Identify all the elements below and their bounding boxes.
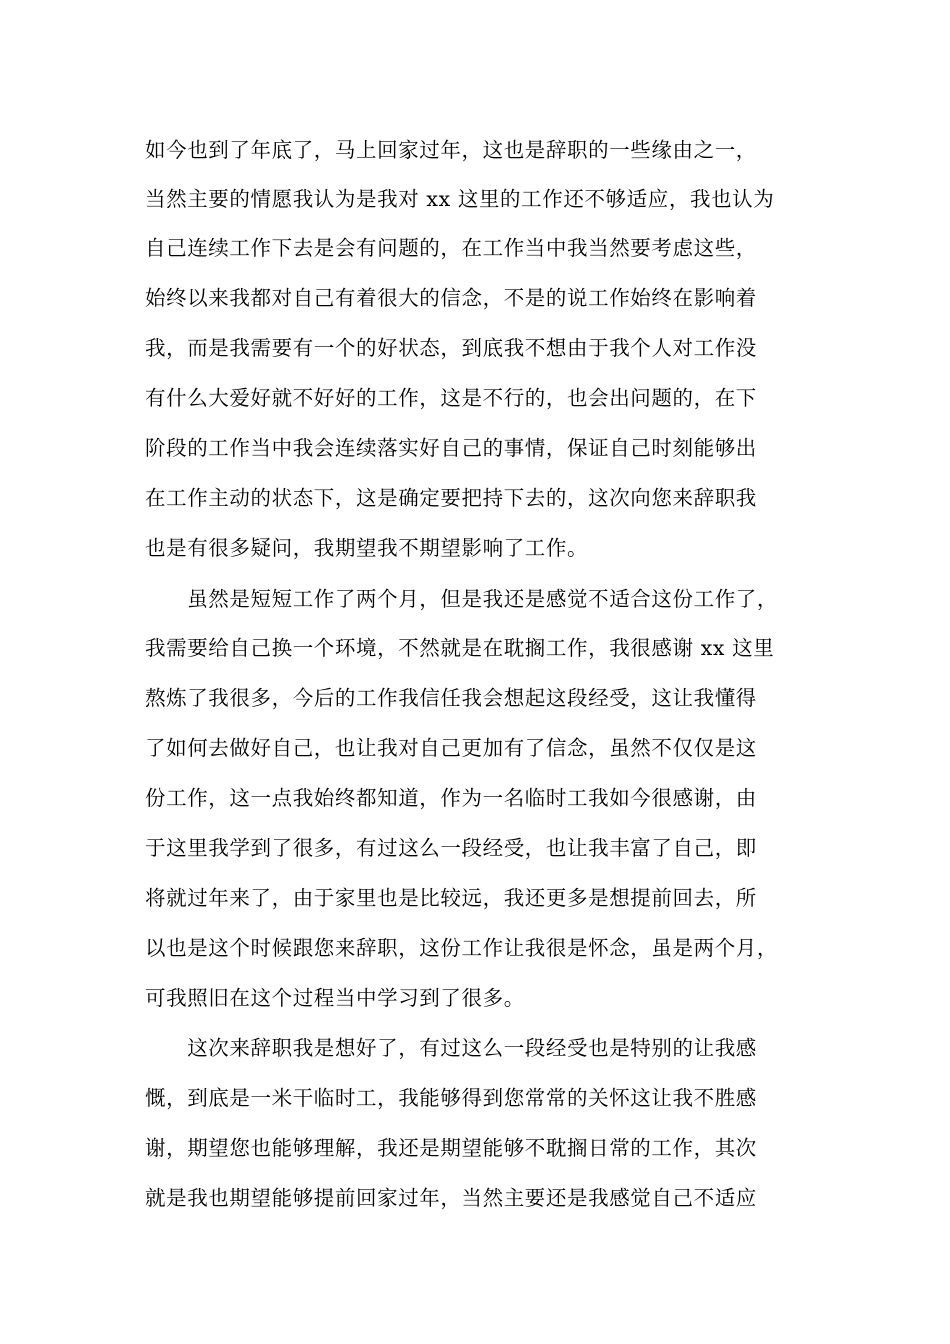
text-line: 我，而是我需要有一个的好状态，到底我不想由于我个人对工作没 [145, 336, 757, 360]
text-line: 份工作，这一点我始终都知道，作为一名临时工我如今很感谢，由 [145, 786, 757, 810]
text-line: 慨，到底是一米干临时工，我能够得到您常常的关怀这让我不胜感 [145, 1086, 757, 1110]
text-line: 就是我也期望能够提前回家过年，当然主要还是我感觉自己不适应 [145, 1186, 757, 1210]
text-line: 虽然是短短工作了两个月，但是我还是感觉不适合这份工作了， [145, 587, 778, 611]
text-line: 也是有很多疑问，我期望我不期望影响了工作。 [145, 536, 589, 560]
text-line: 在工作主动的状态下，这是确定要把持下去的，这次向您来辞职我 [145, 486, 757, 510]
text-line: 将就过年来了，由于家里也是比较远，我还更多是想提前回去，所 [145, 886, 757, 910]
text-line: 自己连续工作下去是会有问题的，在工作当中我当然要考虑这些， [145, 236, 757, 260]
text-line: 可我照旧在这个过程当中学习到了很多。 [145, 986, 525, 1010]
text-line: 以也是这个时候跟您来辞职，这份工作让我很是怀念，虽是两个月， [145, 936, 778, 960]
text-line: 我需要给自己换一个环境，不然就是在耽搁工作，我很感谢 xx 这里 [145, 636, 775, 660]
text-line: 熬炼了我很多，今后的工作我信任我会想起这段经受，这让我懂得 [145, 686, 757, 710]
text-line: 当然主要的情愿我认为是我对 xx 这里的工作还不够适应，我也认为 [145, 187, 775, 211]
text-line: 始终以来我都对自己有着很大的信念，不是的说工作始终在影响着 [145, 286, 757, 310]
text-line: 如今也到了年底了，马上回家过年，这也是辞职的一些缘由之一， [145, 138, 757, 162]
text-line: 有什么大爱好就不好好的工作，这是不行的，也会出问题的，在下 [145, 386, 757, 410]
text-line: 阶段的工作当中我会连续落实好自己的事情，保证自己时刻能够出 [145, 436, 757, 460]
text-line: 谢，期望您也能够理解，我还是期望能够不耽搁日常的工作，其次 [145, 1136, 757, 1160]
text-line: 于这里我学到了很多，有过这么一段经受，也让我丰富了自己，即 [145, 836, 757, 860]
text-line: 这次来辞职我是想好了，有过这么一段经受也是特别的让我感 [145, 1036, 757, 1060]
text-line: 了如何去做好自己，也让我对自己更加有了信念，虽然不仅仅是这 [145, 736, 757, 760]
